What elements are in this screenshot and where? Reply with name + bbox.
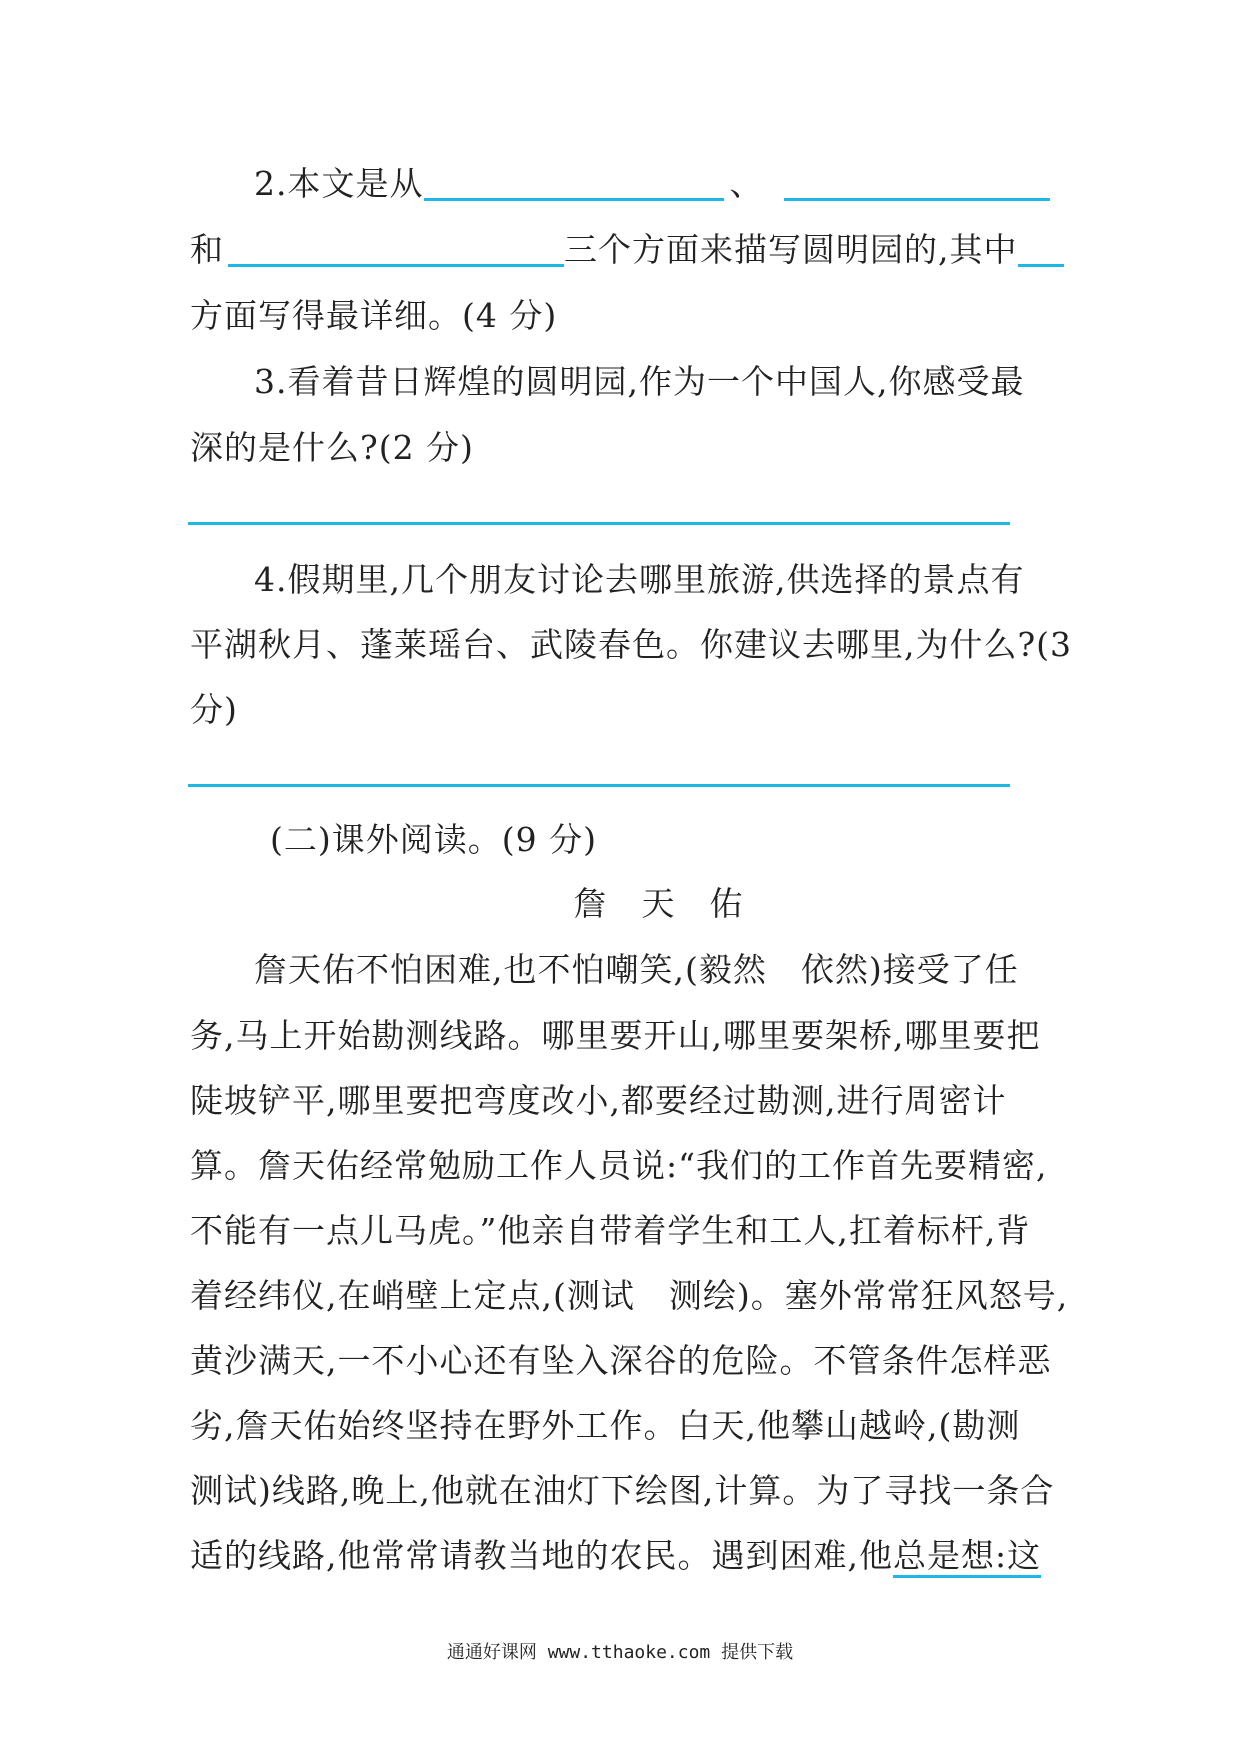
- passage-text: 适的线路,他常常请教当地的农民。遇到困难,他: [190, 1536, 893, 1575]
- separator: 、: [729, 164, 764, 203]
- q4-line-2: 平湖秋月、蓬莱瑶台、武陵春色。你建议去哪里,为什么?(3: [190, 625, 1073, 664]
- q3-line-1: 3.看着昔日辉煌的圆明园,作为一个中国人,你感受最: [254, 362, 1025, 401]
- passage-line: 詹天佑不怕困难,也不怕嘲笑,(毅然 依然)接受了任: [254, 950, 1019, 989]
- section-heading: (二)课外阅读。(9 分): [270, 820, 597, 859]
- title-char: 天: [641, 884, 675, 923]
- passage-line: 劣,詹天佑始终坚持在野外工作。白天,他攀山越岭,(勘测: [190, 1406, 1021, 1445]
- q2-and: 和: [190, 230, 224, 269]
- q2-line-2: [190, 230, 1064, 270]
- passage-line: 着经纬仪,在峭壁上定点,(测试 测绘)。塞外常常狂风怒号,: [190, 1276, 1069, 1315]
- footer-credit: 通通好课网 www.tthaoke.com 提供下载: [446, 1642, 794, 1663]
- q4-line-1: 4.假期里,几个朋友讨论去哪里旅游,供选择的景点有: [254, 560, 1025, 599]
- q2-line-1: [254, 164, 1050, 204]
- answer-blank-1[interactable]: [424, 164, 724, 201]
- q2-line-3: 方面写得最详细。(4 分): [190, 296, 558, 335]
- title-char: 佑: [709, 884, 743, 923]
- q3-line-2: 深的是什么?(2 分): [190, 428, 474, 467]
- passage-line: 不能有一点儿马虎。”他亲自带着学生和工人,扛着标杆,背: [190, 1211, 1031, 1250]
- passage-line: 黄沙满天,一不小心还有坠入深谷的危险。不管条件怎样恶: [190, 1341, 1052, 1380]
- answer-blank-4[interactable]: [1018, 230, 1064, 267]
- passage-line: 务,马上开始勘测线路。哪里要开山,哪里要架桥,哪里要把: [190, 1016, 1041, 1055]
- underlined-sentence: 总是想:这: [893, 1536, 1041, 1578]
- passage-line: 算。詹天佑经常勉励工作人员说:“我们的工作首先要精密,: [190, 1146, 1048, 1185]
- answer-blank-3[interactable]: [228, 230, 564, 267]
- title-char: 詹: [573, 884, 607, 923]
- q3-answer-line[interactable]: [188, 522, 1010, 525]
- q2-prompt: 2.本文是从: [254, 164, 424, 203]
- passage-line: 测试)线路,晚上,他就在油灯下绘图,计算。为了寻找一条合: [190, 1471, 1055, 1510]
- answer-blank-2[interactable]: [784, 164, 1050, 201]
- q4-answer-line[interactable]: [188, 784, 1010, 787]
- passage-line-last: [190, 1536, 1041, 1576]
- q4-line-3: 分): [190, 690, 238, 729]
- passage-line: 陡坡铲平,哪里要把弯度改小,都要经过勘测,进行周密计: [190, 1081, 1007, 1120]
- passage-title: [556, 884, 760, 924]
- q2-middle-text: 三个方面来描写圆明园的,其中: [564, 230, 1018, 269]
